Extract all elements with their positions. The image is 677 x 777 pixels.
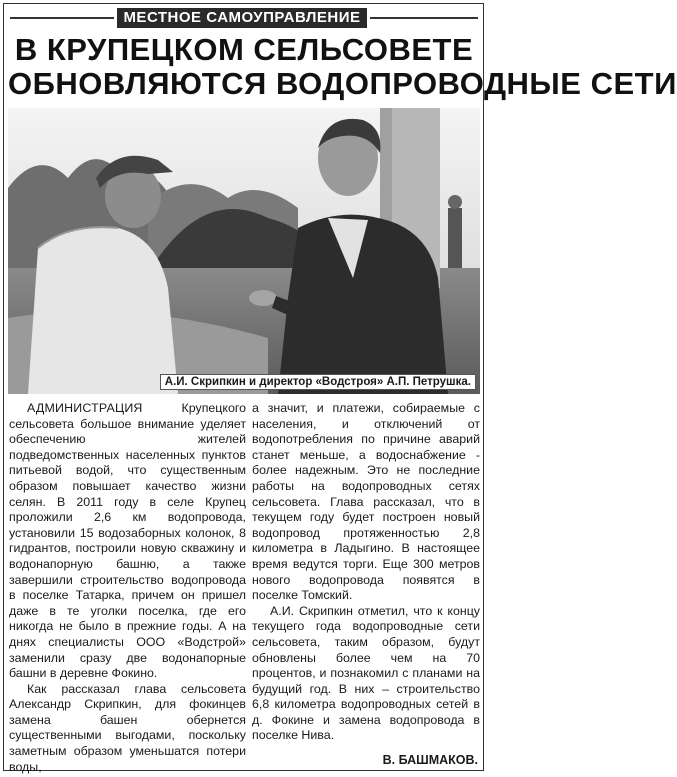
paragraph-2-continued: а значит, и платежи, собираемые с населения, и отключений от водопотребления по причине аварий станет меньше, а водоснабжение - более надежным. Это не последние работы на водопроводных сетях сельсовета. Глава рассказал, что в текущем году будет построен новый водопровод протяженностью 2,8 километра в Ладыгино. В настоящее время ведутся торги. Еще 300 метров нового водопровода появятся в поселке Томский. bbox=[252, 401, 480, 603]
paragraph-2: Как рассказал глава сельсовета Александр Скрипкин, для фокинцев замена башен обернется существенными выгодами, поскольку заметным образом уменьшатся потери воды, bbox=[9, 681, 246, 774]
paragraph-1-text: Крупецкого сельсовета большое внимание уделяет обеспечению жителей подведомственных населенных пунктов питьевой водой, что существенным образом повышает качество жизни селян. В 2011 году в селе Крупец проложили 2,6 км водопровода, установили 15 водозаборных колонок, 8 гидрантов, построили новую скважину и водонапорную башню, а также завершили строительство водопровода в поселке Татарка, причем он пришел даже в те уголки поселка, где его никогда не было в прежние годы. А на днях специалисты ООО «Водстрой» заменили сразу две водонапорные башни в деревне Фокино. bbox=[9, 401, 246, 681]
headline-line-2: ОБНОВЛЯЮТСЯ ВОДОПРОВОДНЫЕ СЕТИ bbox=[8, 66, 677, 101]
paragraph-3: А.И. Скрипкин отметил, что к концу текущего года водопроводные сети сельсовета, таким образом, будут обновлены более чем на 70 процентов, и познакомил с планами на будущий год. В них – строительство 6,8 километра водопроводных сетей в д. Фокине и замена водопровода в поселке Нива. bbox=[252, 603, 480, 743]
headline-line-1: В КРУПЕЦКОМ СЕЛЬСОВЕТЕ bbox=[14, 32, 474, 67]
lead-word: АДМИНИСТРАЦИЯ bbox=[27, 401, 143, 415]
article-column-2 bbox=[252, 401, 480, 744]
headline bbox=[8, 32, 677, 101]
article-column-1 bbox=[9, 401, 246, 775]
photo-illustration bbox=[8, 108, 480, 394]
paragraph-1 bbox=[9, 401, 246, 682]
rubric-rule-right bbox=[370, 17, 478, 19]
author-signature: В. БАШМАКОВ. bbox=[382, 753, 478, 767]
rubric-label: МЕСТНОЕ САМОУПРАВЛЕНИЕ bbox=[117, 8, 367, 28]
article-photo bbox=[8, 108, 480, 394]
photo-caption: А.И. Скрипкин и директор «Водстроя» А.П. Петрушка. bbox=[160, 374, 476, 390]
rubric-rule-left bbox=[10, 17, 114, 19]
